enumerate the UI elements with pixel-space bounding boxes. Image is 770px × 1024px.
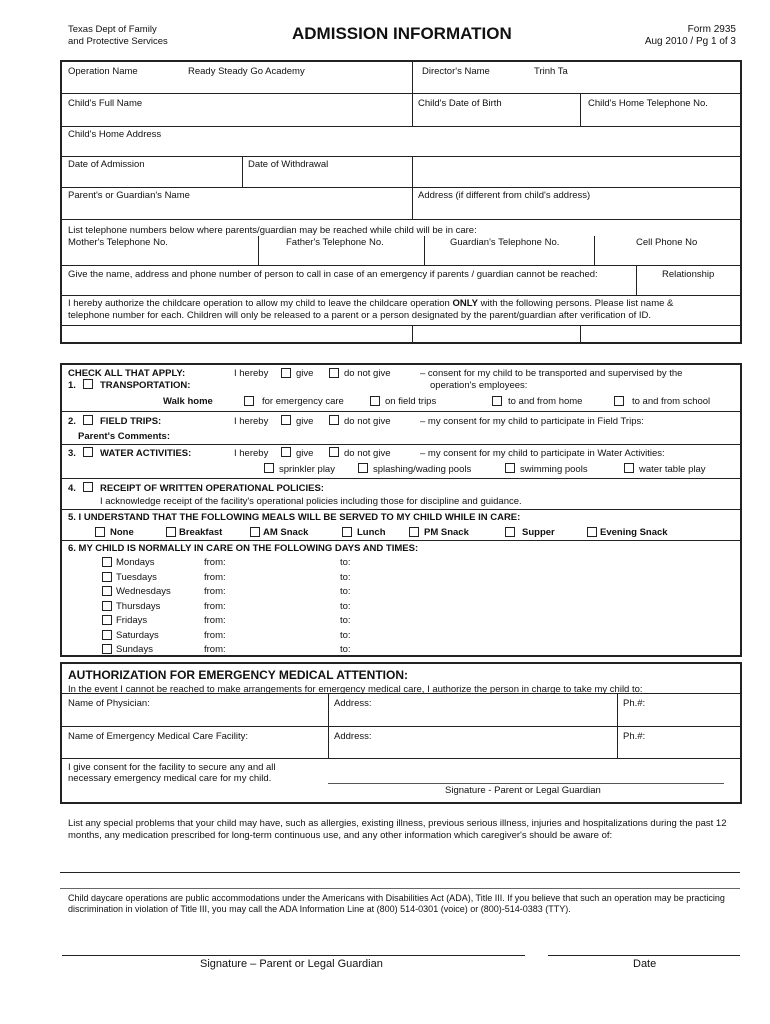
school-transport-label: to and from school	[632, 396, 711, 407]
day-to-label: to:	[340, 629, 351, 641]
footer-signature-line[interactable]	[62, 955, 525, 956]
splashing-label: splashing/wading pools	[373, 464, 472, 475]
child-phone-label: Child's Home Telephone No.	[588, 98, 708, 109]
ada-notice: Child daycare operations are public accommodations under the Americans with Disabilities Act (ADA), Title III. If you believe that such an operation may be practicing discrimination in violation of Title III, you may call the ADA Information Line at (800) 514-0301 (voice) or (800)-514-0383 (TTY).	[68, 893, 725, 914]
meal-am-snack-checkbox[interactable]	[250, 527, 260, 537]
meal-breakfast-checkbox[interactable]	[166, 527, 176, 537]
parent-name-label: Parent's or Guardian's Name	[68, 190, 190, 201]
day-label-tuesdays: Tuesdays	[116, 571, 157, 583]
field-trips-label: FIELD TRIPS:	[100, 416, 162, 427]
transport-do-not-give-checkbox[interactable]	[329, 368, 339, 378]
meal-lunch-label: Lunch	[357, 527, 386, 538]
splashing-checkbox[interactable]	[358, 463, 368, 473]
day-label-thursdays: Thursdays	[116, 600, 161, 612]
day-to-label: to:	[340, 644, 351, 655]
transport-consent-line1: – consent for my child to be transported and supervised by the	[420, 368, 683, 379]
water-give-checkbox[interactable]	[281, 447, 291, 457]
meal-lunch-checkbox[interactable]	[342, 527, 352, 537]
water-do-not-give-checkbox[interactable]	[329, 447, 339, 457]
director-name-label: Director's Name	[422, 66, 490, 77]
transport-give-label: give	[296, 368, 314, 379]
admission-date-label: Date of Admission	[68, 159, 145, 170]
child-address-label: Child's Home Address	[68, 129, 162, 140]
day-to-label: to:	[340, 600, 351, 612]
footer-date-label: Date	[633, 958, 657, 970]
agency-name-line1: Texas Dept of Family	[68, 24, 157, 35]
transport-i-hereby: I hereby	[234, 368, 269, 379]
day-checkbox-fridays[interactable]	[102, 615, 112, 625]
field-trips-checkbox[interactable]	[83, 415, 93, 425]
field-trips-do-not-give-label: do not give	[344, 416, 391, 427]
water-i-hereby: I hereby	[234, 448, 269, 459]
day-label-mondays: Mondays	[116, 557, 155, 568]
field-trips-consent: – my consent for my child to participate in Field Trips:	[420, 416, 644, 427]
emergency-contact-label: Give the name, address and phone number of person to call in case of an emergency if parents / guardian cannot be reached:	[68, 269, 598, 280]
day-label-fridays: Fridays	[116, 615, 148, 626]
day-from-label: from:	[204, 629, 226, 641]
footer-signature-label: Signature – Parent or Legal Guardian	[200, 958, 383, 970]
day-to-label: to:	[340, 586, 351, 597]
water-give-label: give	[296, 448, 314, 459]
day-checkbox-sundays[interactable]	[102, 644, 112, 654]
field-trips-give-checkbox[interactable]	[281, 415, 291, 425]
swimming-label: swimming pools	[520, 464, 588, 475]
phone-list-label: List telephone numbers below where parents/guardian may be reached while child will be in care:	[68, 225, 477, 236]
form-number: Form 2935	[687, 24, 736, 35]
transport-do-not-give-label: do not give	[344, 368, 391, 379]
day-from-label: from:	[204, 644, 226, 655]
meals-label: 5. I UNDERSTAND THAT THE FOLLOWING MEALS WILL BE SERVED TO MY CHILD WHILE IN CARE:	[68, 512, 521, 523]
physician-phone-label: Ph.#:	[623, 698, 646, 709]
water-table-checkbox[interactable]	[624, 463, 634, 473]
physician-label: Name of Physician:	[68, 698, 150, 709]
relationship-label: Relationship	[662, 269, 715, 280]
water-table-label: water table play	[639, 464, 706, 475]
water-do-not-give-label: do not give	[344, 448, 391, 459]
meal-supper-label: Supper	[522, 527, 555, 538]
parents-comments-label: Parent's Comments:	[78, 431, 171, 442]
meal-pm-snack-checkbox[interactable]	[409, 527, 419, 537]
guardian-phone-label: Guardian's Telephone No.	[450, 237, 560, 248]
home-transport-label: to and from home	[508, 396, 583, 407]
day-to-label: to:	[340, 557, 351, 568]
transportation-label: TRANSPORTATION:	[100, 380, 191, 391]
field-trips-do-not-give-checkbox[interactable]	[329, 415, 339, 425]
authorize-line1: I hereby authorize the childcare operation to allow my child to leave the childcare operation ONLY with the following persons. Please list name &	[68, 298, 674, 309]
operation-name-value[interactable]: Ready Steady Go Academy	[188, 66, 305, 77]
medical-signature-line[interactable]	[328, 783, 724, 784]
day-checkbox-wednesdays[interactable]	[102, 586, 112, 596]
transport-consent-line2: operation's employees:	[430, 380, 528, 391]
day-checkbox-saturdays[interactable]	[102, 630, 112, 640]
meal-am-snack-label: AM Snack	[263, 527, 309, 538]
meal-evening-snack-label: Evening Snack	[600, 527, 668, 538]
medical-consent-line2: necessary emergency medical care for my child.	[68, 773, 272, 784]
field-trips-transport-checkbox[interactable]	[370, 396, 380, 406]
day-label-wednesdays: Wednesdays	[116, 586, 171, 597]
withdrawal-date-label: Date of Withdrawal	[248, 159, 329, 170]
transport-give-checkbox[interactable]	[281, 368, 291, 378]
sprinkler-label: sprinkler play	[279, 464, 335, 475]
operation-name-label: Operation Name	[68, 66, 138, 77]
day-checkbox-mondays[interactable]	[102, 557, 112, 567]
field-trips-transport-label: on field trips	[385, 396, 437, 407]
section-consents	[60, 363, 742, 657]
sprinkler-checkbox[interactable]	[264, 463, 274, 473]
school-transport-checkbox[interactable]	[614, 396, 624, 406]
walk-home-label: Walk home	[163, 396, 213, 407]
emergency-care-checkbox[interactable]	[244, 396, 254, 406]
form-title: ADMISSION INFORMATION	[292, 24, 512, 43]
field-trips-give-label: give	[296, 416, 314, 427]
water-activities-label: WATER ACTIVITIES:	[100, 448, 192, 459]
parent-address-label: Address (if different from child's address)	[418, 190, 591, 201]
check-all-label: CHECK ALL THAT APPLY:	[68, 368, 186, 379]
day-from-label: from:	[204, 600, 226, 612]
day-checkbox-thursdays[interactable]	[102, 601, 112, 611]
meal-breakfast-label: Breakfast	[179, 527, 223, 538]
father-phone-label: Father's Telephone No.	[286, 237, 384, 248]
meal-pm-snack-label: PM Snack	[424, 527, 469, 538]
water-consent: – my consent for my child to participate in Water Activities:	[420, 448, 665, 459]
child-dob-label: Child's Date of Birth	[418, 98, 502, 109]
medical-intro: In the event I cannot be reached to make arrangements for emergency medical care, I authorize the person in charge to take my child to:	[68, 684, 643, 695]
facility-phone-label: Ph.#:	[623, 731, 646, 742]
policies-checkbox[interactable]	[83, 482, 93, 492]
special-problems-text: List any special problems that your child may have, such as allergies, existing illness, previous serious illness, injuries and hospitalizations during the past 12 months, any medication prescribed for long-term continuous use, and any other information which caregiver's should be aware of:	[68, 818, 727, 841]
facility-label: Name of Emergency Medical Care Facility:	[68, 731, 249, 742]
water-activities-checkbox[interactable]	[83, 447, 93, 457]
footer-date-line[interactable]	[548, 955, 740, 956]
physician-address-label: Address:	[334, 698, 372, 709]
day-from-label: from:	[204, 615, 226, 626]
special-problems-line[interactable]	[60, 872, 740, 873]
field-trips-number: 2.	[68, 416, 76, 427]
medical-signature-label: Signature - Parent or Legal Guardian	[445, 785, 601, 796]
policies-label: RECEIPT OF WRITTEN OPERATIONAL POLICIES:	[100, 483, 324, 494]
meal-evening-snack-checkbox[interactable]	[587, 527, 597, 537]
water-number: 3.	[68, 448, 76, 459]
meal-none-checkbox[interactable]	[95, 527, 105, 537]
day-checkbox-tuesdays[interactable]	[102, 572, 112, 582]
emergency-care-label: for emergency care	[262, 396, 344, 407]
days-label: 6. MY CHILD IS NORMALLY IN CARE ON THE FOLLOWING DAYS AND TIMES:	[68, 543, 419, 554]
home-transport-checkbox[interactable]	[492, 396, 502, 406]
transportation-checkbox[interactable]	[83, 379, 93, 389]
day-from-label: from:	[204, 571, 226, 583]
authorize-line2: telephone number for each. Children will only be released to a parent or a person designated by the parent/guardian after verification of ID.	[68, 310, 652, 321]
transport-number: 1.	[68, 380, 76, 391]
mother-phone-label: Mother's Telephone No.	[68, 237, 168, 248]
child-name-label: Child's Full Name	[68, 98, 143, 109]
day-label-saturdays: Saturdays	[116, 629, 159, 641]
agency-name-line2: and Protective Services	[68, 36, 168, 47]
medical-consent-line1: I give consent for the facility to secure any and all	[68, 762, 276, 773]
day-label-sundays: Sundays	[116, 644, 153, 655]
policies-number: 4.	[68, 483, 76, 494]
day-to-label: to:	[340, 571, 351, 583]
day-from-label: from:	[204, 586, 226, 597]
medical-title: AUTHORIZATION FOR EMERGENCY MEDICAL ATTENTION:	[68, 668, 408, 682]
policies-text: I acknowledge receipt of the facility's operational policies including those for discipline and guidance.	[100, 496, 522, 507]
director-name-value[interactable]: Trinh Ta	[534, 66, 568, 77]
meal-none-label: None	[110, 527, 134, 538]
cell-phone-label: Cell Phone No	[636, 237, 698, 248]
day-from-label: from:	[204, 557, 226, 568]
form-date: Aug 2010 / Pg 1 of 3	[644, 36, 736, 47]
facility-address-label: Address:	[334, 731, 372, 742]
day-to-label: to:	[340, 615, 351, 626]
meal-supper-checkbox[interactable]	[505, 527, 515, 537]
swimming-checkbox[interactable]	[505, 463, 515, 473]
field-trips-i-hereby: I hereby	[234, 416, 269, 427]
